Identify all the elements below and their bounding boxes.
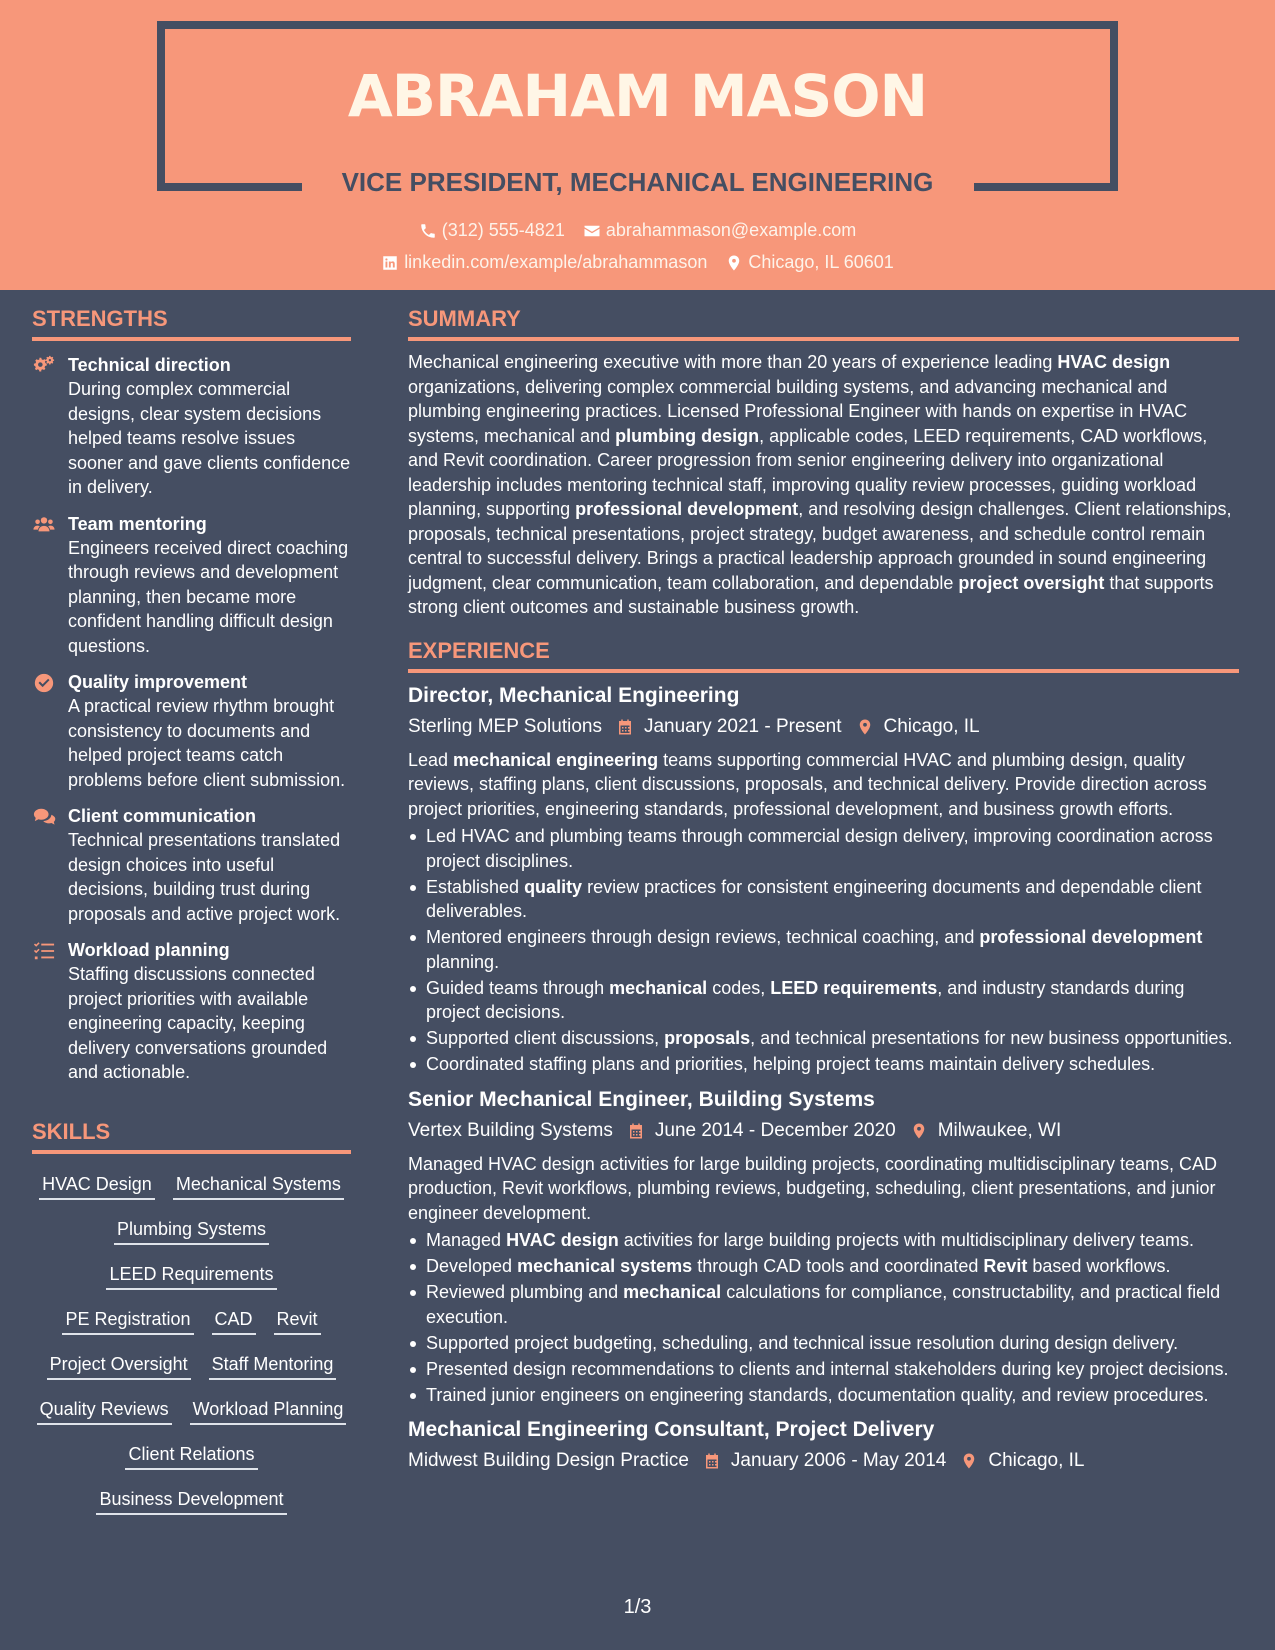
job-meta	[408, 1118, 1239, 1144]
experience-heading: EXPERIENCE	[408, 638, 1239, 673]
job-bullet: Led HVAC and plumbing teams through commercial design delivery, improving coordination across project disciplines.	[408, 824, 1239, 873]
skill-chip: Business Development	[96, 1487, 286, 1515]
job-dates: January 2021 - Present	[643, 715, 842, 737]
job-bullet: Developed mechanical systems through CAD tools and coordinated Revit based workflows.	[408, 1254, 1239, 1279]
job-entry	[408, 1087, 1239, 1408]
page-number: 1/3	[623, 1596, 652, 1618]
summary-heading: SUMMARY	[408, 306, 1239, 341]
job-bullet: Reviewed plumbing and mechanical calculations for compliance, constructability, and practical field execution.	[408, 1280, 1239, 1329]
envelope-icon	[583, 222, 601, 240]
job-dates: January 2006 - May 2014	[730, 1450, 947, 1471]
strength-desc: Staffing discussions connected project priorities with available engineering capacity, keeping delivery conversations grounded and actionable.	[68, 964, 328, 1082]
job-role: Mechanical Engineering Consultant, Project Delivery	[408, 1418, 935, 1441]
job-entry	[408, 1417, 1239, 1474]
contact-email[interactable]	[583, 220, 856, 241]
strength-body	[68, 938, 351, 1085]
check-circle-icon	[32, 670, 68, 792]
strength-title: Technical direction	[68, 355, 231, 375]
job-location: Chicago, IL	[988, 1450, 1085, 1471]
experience-list	[408, 683, 1239, 1475]
strength-item	[32, 670, 351, 792]
job-bullet: Supported project budgeting, scheduling, and technical issue resolution during design delivery.	[408, 1331, 1239, 1356]
strength-title: Quality improvement	[68, 672, 248, 692]
contact-location	[725, 252, 893, 273]
strength-desc: Engineers received direct coaching through reviews and development planning, then became more confident handling difficult design questions.	[68, 537, 349, 656]
skill-chip: HVAC Design	[39, 1172, 155, 1200]
job-bullet: Mentored engineers through design reviews, technical coaching, and professional development planning.	[408, 925, 1239, 974]
job-meta	[408, 714, 1239, 740]
job-location: Chicago, IL	[883, 715, 980, 737]
strength-item	[32, 512, 351, 659]
location-text: Chicago, IL 60601	[748, 252, 894, 272]
list-check-icon	[32, 938, 68, 1085]
job-bullet: Coordinated staffing plans and priorities, helping project teams maintain delivery schedules.	[408, 1052, 1239, 1077]
job-entry	[408, 683, 1239, 1077]
job-company: Sterling MEP Solutions	[408, 715, 602, 737]
candidate-title: VICE PRESIDENT, MECHANICAL ENGINEERING	[341, 167, 934, 197]
linkedin-icon	[381, 254, 399, 272]
map-pin-icon	[910, 1121, 928, 1141]
skill-chip: Quality Reviews	[37, 1397, 172, 1425]
comments-icon	[32, 804, 68, 926]
job-role: Director, Mechanical Engineering	[408, 683, 740, 707]
calendar-icon	[616, 717, 634, 737]
left-column	[32, 306, 351, 1515]
job-meta	[408, 1448, 1239, 1474]
calendar-icon	[703, 1451, 721, 1471]
skill-chip: Plumbing Systems	[114, 1217, 269, 1245]
skill-chip: Workload Planning	[190, 1397, 347, 1425]
strength-desc: Technical presentations translated design choices into useful decisions, building trust during proposals and active project work.	[68, 830, 341, 924]
contact-phone	[419, 220, 565, 241]
skill-chip: Staff Mentoring	[209, 1352, 337, 1380]
job-description: Lead mechanical engineering teams supporting commercial HVAC and plumbing design, quality reviews, staffing plans, client discussions, proposals, and technical delivery. Provide direction across project priorities, engineering standards, professional development, and business growth efforts.	[408, 749, 1207, 819]
strength-body	[68, 353, 351, 500]
contact-row-2	[0, 252, 1275, 273]
gears-icon	[32, 353, 68, 500]
calendar-icon	[627, 1121, 645, 1141]
skills-section	[32, 1119, 351, 1515]
map-pin-icon	[960, 1451, 978, 1471]
summary-text: Mechanical engineering executive with more than 20 years of experience leading HVAC design organizations, delivering complex commercial building systems, and advancing mechanical and plumbing engineering practices. Licensed Professional Engineer with hands on expertise in HVAC systems, mechanical and plumbing design, applicable codes, LEED requirements, CAD workflows, and Revit coordination. Career progression from senior engineering delivery into organizational leadership includes mentoring technical staff, improving quality review processes, guiding workload planning, supporting professional development, and resolving design challenges. Client relationships, proposals, technical presentations, project strategy, budget awareness, and schedule control remain central to successful delivery. Brings a practical leadership approach grounded in sound engineering judgment, clear communication, team collaboration, and dependable project oversight that supports strong client outcomes and sustainable business growth.	[408, 352, 1232, 617]
map-pin-icon	[856, 717, 874, 737]
job-bullets	[408, 1228, 1239, 1407]
resume-header	[0, 0, 1275, 290]
job-dates: June 2014 - December 2020	[654, 1119, 896, 1141]
strength-item	[32, 938, 351, 1085]
contact-row-1	[0, 220, 1275, 241]
linkedin-text[interactable]: linkedin.com/example/abrahammason	[404, 252, 708, 272]
strength-title: Team mentoring	[68, 513, 207, 534]
strength-body	[68, 512, 351, 659]
strength-item	[32, 804, 351, 926]
skill-chip: CAD	[212, 1307, 256, 1335]
skill-chip: PE Registration	[62, 1307, 193, 1335]
strength-desc: During complex commercial designs, clear system decisions helped teams resolve issues sooner and gave clients confidence in delivery.	[68, 379, 351, 497]
contact-linkedin[interactable]	[381, 252, 707, 273]
strengths-list	[32, 353, 351, 1085]
job-bullet: Guided teams through mechanical codes, LEED requirements, and industry standards during project decisions.	[408, 976, 1239, 1025]
skills-list	[32, 1172, 351, 1515]
skill-chip: Client Relations	[125, 1442, 257, 1470]
phone-icon	[419, 222, 437, 240]
strength-title: Workload planning	[68, 940, 230, 960]
job-bullet: Established quality review practices for consistent engineering documents and dependable client deliverables.	[408, 875, 1239, 924]
candidate-name: ABRAHAM MASON	[347, 62, 928, 130]
job-role: Senior Mechanical Engineer, Building Systems	[408, 1087, 875, 1111]
job-company: Midwest Building Design Practice	[408, 1450, 689, 1471]
skill-chip: LEED Requirements	[106, 1262, 276, 1290]
map-pin-icon	[725, 254, 743, 272]
strength-body	[68, 804, 351, 926]
strength-desc: A practical review rhythm brought consistency to documents and helped project teams catch problems before client submission.	[68, 696, 346, 790]
job-company: Vertex Building Systems	[408, 1119, 613, 1141]
strength-body	[68, 670, 351, 792]
job-bullet: Supported client discussions, proposals, and technical presentations for new business opportunities.	[408, 1026, 1239, 1051]
skill-chip: Revit	[274, 1307, 321, 1335]
skills-heading: SKILLS	[32, 1119, 351, 1154]
email-text[interactable]: abrahammason@example.com	[605, 220, 857, 240]
phone-text: (312) 555-4821	[441, 220, 565, 240]
right-column	[408, 306, 1239, 1474]
job-bullet: Presented design recommendations to clients and internal stakeholders during key project decisions.	[408, 1357, 1239, 1382]
job-bullets	[408, 824, 1239, 1077]
skill-chip: Project Oversight	[47, 1352, 191, 1380]
users-icon	[32, 512, 68, 659]
job-location: Milwaukee, WI	[937, 1119, 1062, 1141]
strengths-heading: STRENGTHS	[32, 306, 351, 341]
job-bullet: Trained junior engineers on engineering standards, documentation quality, and review procedures.	[408, 1383, 1239, 1408]
skill-chip: Mechanical Systems	[173, 1172, 344, 1200]
job-description: Managed HVAC design activities for large building projects, coordinating multidisciplinary teams, CAD production, Revit workflows, plumbing reviews, budgeting, scheduling, client presentations, and junior engineer development.	[408, 1153, 1218, 1223]
job-bullet: Managed HVAC design activities for large building projects with multidisciplinary delivery teams.	[408, 1228, 1239, 1253]
strength-title: Client communication	[68, 806, 257, 826]
strength-item	[32, 353, 351, 500]
